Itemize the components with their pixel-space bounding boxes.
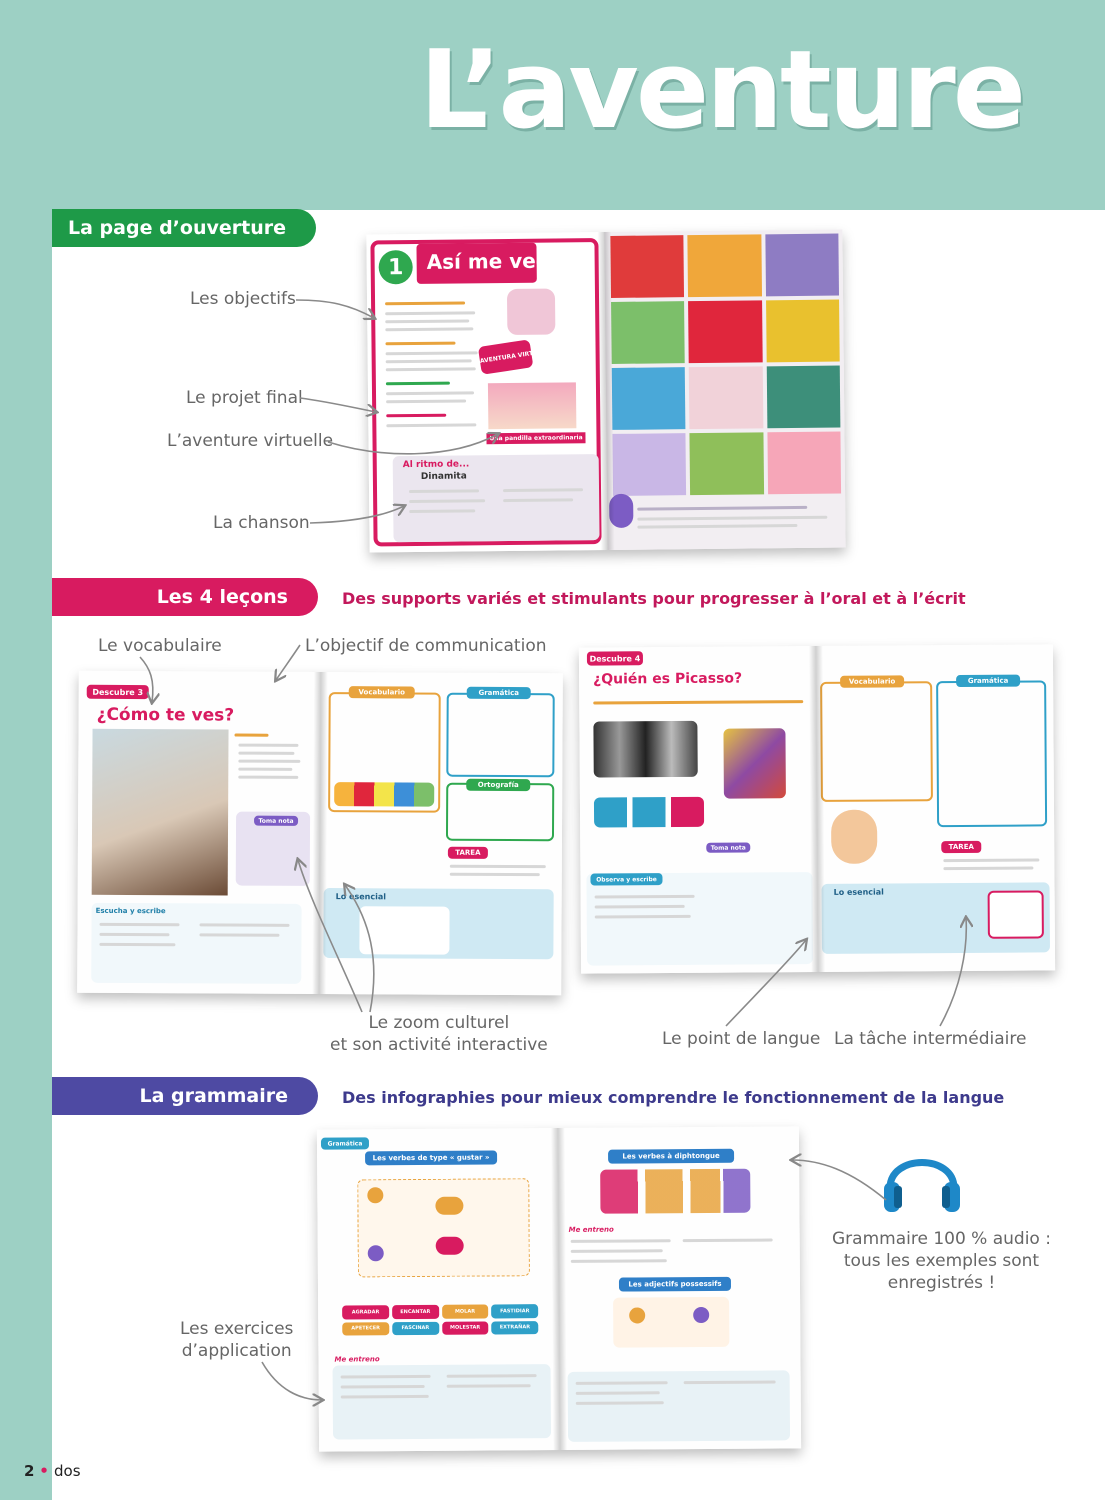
- arrow-objectif: [276, 645, 300, 680]
- arrow-tache: [940, 918, 966, 1026]
- section-subtitle-lecons: Des supports variés et stimulants pour progresser à l’oral et à l’écrit: [342, 589, 966, 608]
- verb-chip: APETECER: [342, 1322, 389, 1336]
- descubre-tab: Descubre 3: [87, 685, 149, 699]
- callout-projet-final: Le projet final: [186, 388, 303, 408]
- page-number: 2: [24, 1462, 35, 1480]
- callout-zoom-culturel-text: Le zoom culturel et son activité interactive: [330, 1013, 548, 1055]
- callout-chanson: La chanson: [213, 513, 310, 533]
- verb-chip: AGRADAR: [342, 1305, 389, 1319]
- gram-tag: Gramática: [467, 687, 531, 699]
- entreno-label-right: Me entreno: [568, 1225, 614, 1234]
- unit-number: 1: [387, 254, 404, 280]
- arrow-audio: [792, 1160, 886, 1200]
- lesson4-title: ¿Quién es Picasso?: [593, 670, 743, 688]
- lesson3-title: ¿Cómo te ves?: [96, 704, 235, 726]
- section-label: La grammaire: [139, 1085, 288, 1107]
- section-subtitle-grammaire: Des infographies pour mieux comprendre le fonctionnement de la langue: [342, 1088, 1005, 1107]
- arrow-objectifs: [296, 300, 374, 318]
- page-word: dos: [54, 1462, 81, 1480]
- verb-chip: MOLAR: [442, 1304, 489, 1318]
- gram-tag: Gramática: [956, 675, 1020, 687]
- entreno-label: Me entreno: [334, 1355, 380, 1364]
- tarea-tag: TAREA: [941, 841, 981, 853]
- arrow-point-langue: [726, 940, 806, 1026]
- vocab-tag: Vocabulario: [840, 675, 904, 687]
- unit-title: Así me veo: [426, 248, 550, 274]
- callout-objectif-communication: L’objectif de communication: [305, 636, 547, 656]
- arrow-chanson: [310, 506, 404, 523]
- callout-grammaire-audio-text: Grammaire 100 % audio : tous les exemples sont enregistrés !: [832, 1229, 1051, 1293]
- page-footer: [24, 1462, 81, 1480]
- esencial-label: Lo esencial: [833, 887, 884, 897]
- gustar-title: Les verbes de type « gustar »: [365, 1150, 497, 1165]
- esencial-label: Lo esencial: [335, 892, 387, 902]
- callout-vocabulaire: Le vocabulaire: [98, 636, 222, 656]
- verb-chip: FASCINAR: [392, 1321, 439, 1335]
- callout-tache-intermediaire: La tâche intermédiaire: [834, 1029, 1027, 1049]
- verb-chip: ENCANTAR: [392, 1305, 439, 1319]
- song-title: Dinamita: [420, 471, 467, 482]
- arrow-zoom1: [298, 860, 362, 1012]
- arrow-exercices: [262, 1362, 322, 1400]
- pandilla-label: Una pandilla extraordinaria: [486, 432, 585, 444]
- callout-point-de-langue: Le point de langue: [662, 1029, 821, 1049]
- orto-tag: Ortografía: [466, 779, 530, 791]
- gramatica-tab: Gramática: [321, 1137, 369, 1149]
- aventura-virtual-label: AVENTURA VIRTUAL: [479, 348, 547, 365]
- callout-exercices-text: Les exercices d’application: [180, 1319, 294, 1361]
- footer-bullet: •: [39, 1462, 55, 1480]
- section-label: La page d’ouverture: [68, 217, 286, 239]
- arrow-aventure-virtuelle: [328, 434, 498, 454]
- toma-nota-tag: Toma nota: [254, 816, 298, 826]
- vocab-tag: Vocabulario: [349, 686, 415, 698]
- observa-tag: Observa y escribe: [590, 873, 662, 886]
- arrow-zoom2: [345, 885, 374, 1012]
- callout-objectifs: Les objectifs: [190, 289, 296, 309]
- toma-nota-tag: Toma nota: [706, 842, 750, 852]
- ritmo-label: Al ritmo de...: [402, 459, 470, 471]
- escucha-label: Escucha y escribe: [95, 906, 166, 916]
- tarea-tag: TAREA: [448, 847, 488, 859]
- arrow-vocabulaire: [140, 657, 153, 702]
- page-title: L’aventure: [419, 28, 1023, 153]
- descubre-tab: Descubre 4: [587, 651, 643, 665]
- verb-chip: FASTIDIAR: [491, 1304, 538, 1318]
- arrow-projet-final: [300, 398, 376, 412]
- callout-aventure-virtuelle: L’aventure virtuelle: [167, 431, 334, 451]
- verb-chip: EXTRAÑAR: [491, 1321, 538, 1335]
- section-label: Les 4 leçons: [156, 586, 288, 608]
- possessifs-title: Les adjectifs possessifs: [619, 1277, 731, 1292]
- diphtongue-title: Les verbes à diphtongue: [608, 1149, 734, 1164]
- verb-chip: MOLESTAR: [442, 1321, 489, 1335]
